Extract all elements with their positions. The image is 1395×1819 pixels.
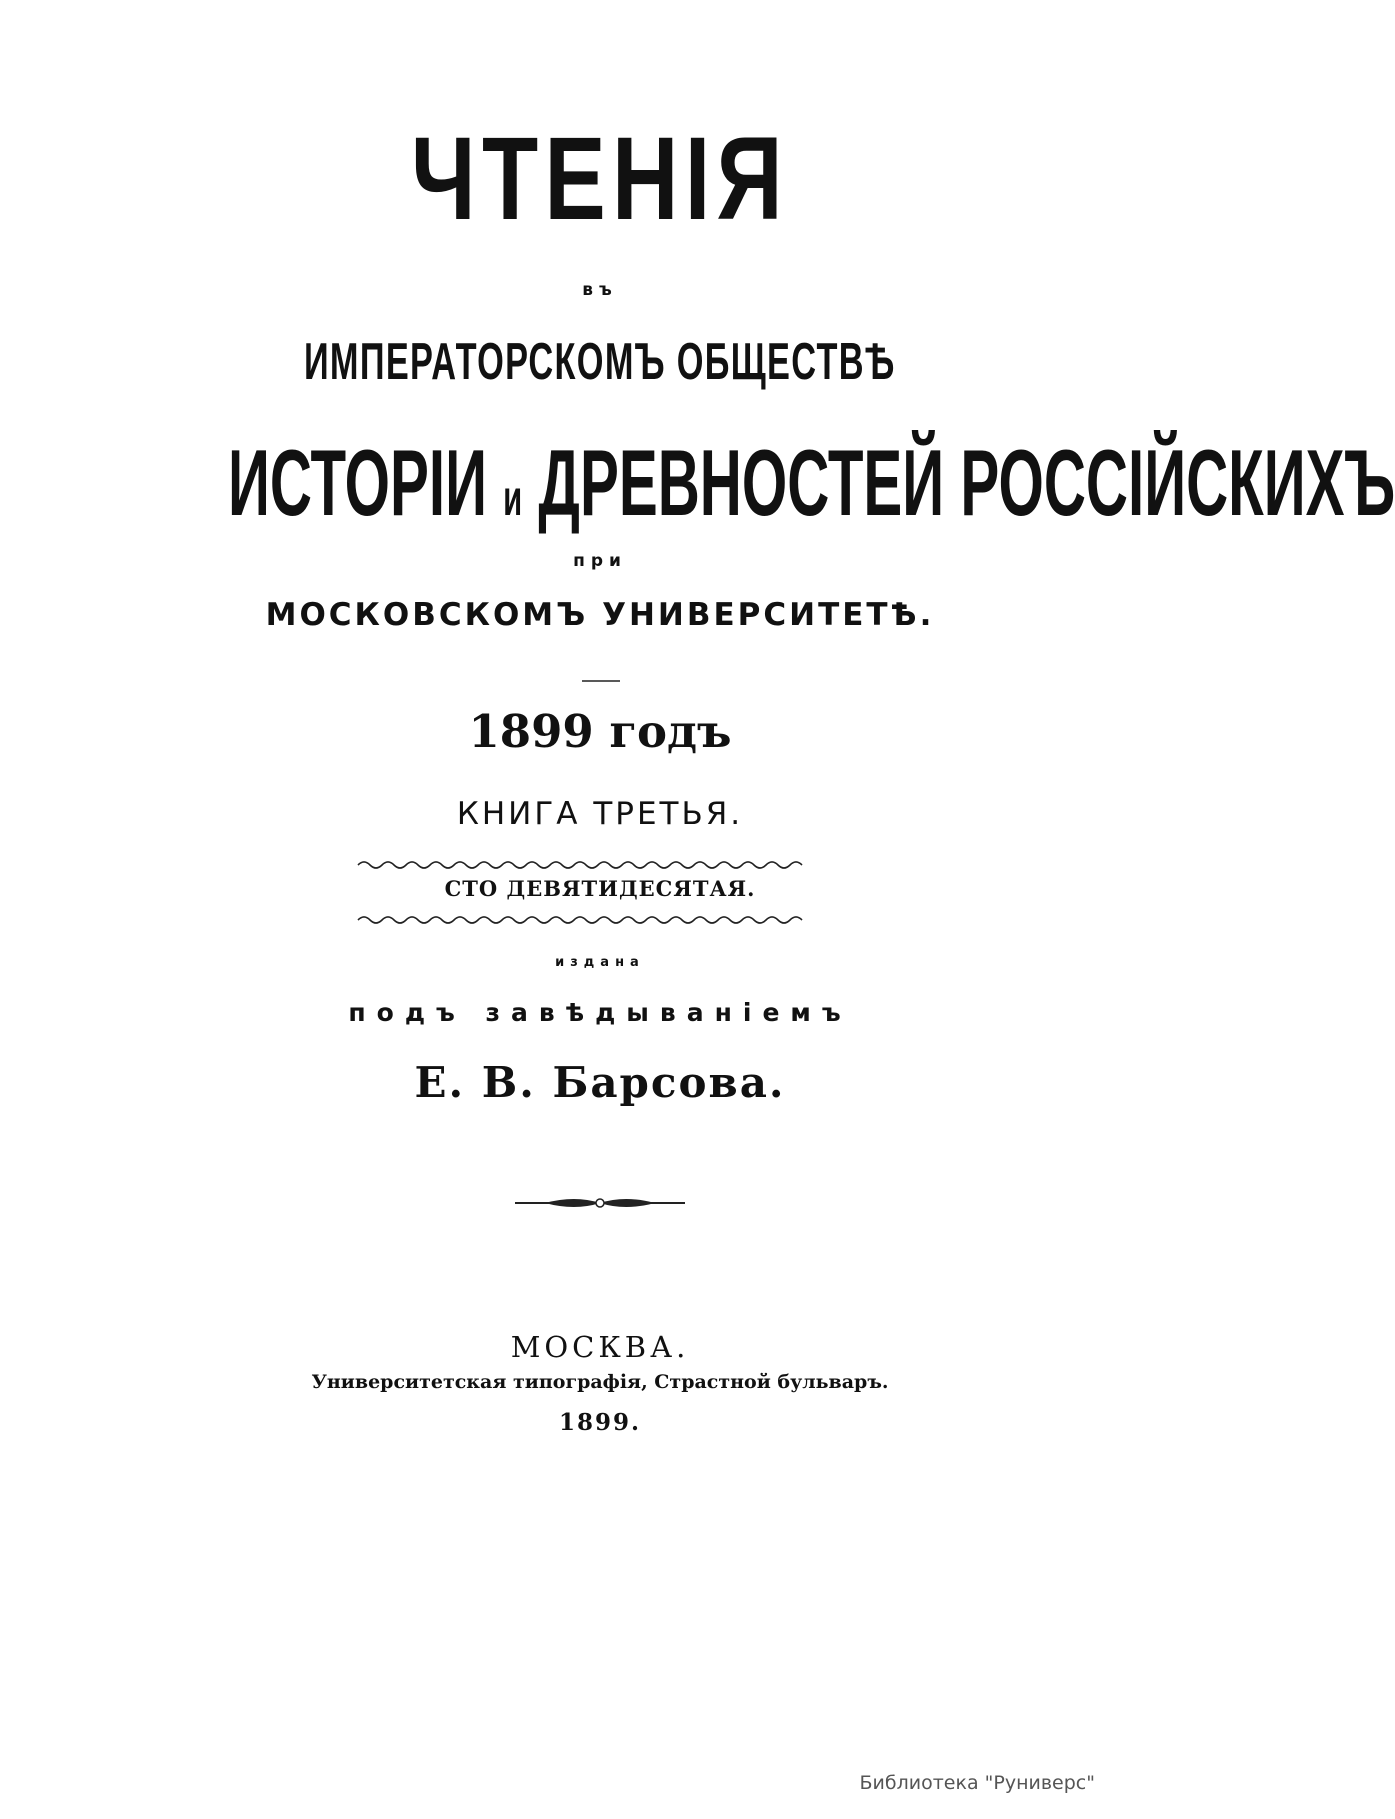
ornamental-rule	[0, 1193, 1200, 1213]
antiquities-words: ДРЕВНОСТЕЙ РОССІЙСКИХЪ	[538, 430, 1395, 535]
library-watermark: Библиотека "Руниверс"	[859, 1772, 1095, 1794]
editorship-label: подъ завѣдываніемъ	[348, 998, 852, 1027]
subtitle-preposition-pri: при	[573, 551, 627, 571]
university-name: МОСКОВСКОМЪ УНИВЕРСИТЕТѢ.	[265, 597, 935, 633]
history-conjunction: и	[503, 470, 523, 526]
main-title: ЧТЕНІЯ	[411, 113, 789, 245]
society-name: ИМПЕРАТОРСКОМЪ ОБЩЕСТВѢ	[303, 333, 897, 391]
book-number: КНИГА ТРЕТЬЯ.	[456, 796, 744, 832]
subtitle-preposition-v: въ	[582, 280, 618, 300]
wavy-rule-bottom	[0, 913, 1200, 927]
publication-year: 1899.	[558, 1409, 642, 1436]
wavy-rule-top	[0, 858, 1200, 872]
published-label: издана	[555, 955, 645, 970]
short-rule-divider	[0, 676, 1200, 686]
history-word: ИСТОРІИ	[228, 430, 487, 535]
year-heading: 1899 годъ	[468, 705, 732, 758]
volume-number: СТО ДЕВЯТИДЕСЯТАЯ.	[444, 876, 756, 901]
printing-house: Университетская типографія, Страстной бульваръ.	[311, 1371, 889, 1393]
society-subject	[228, 430, 1395, 535]
publication-city: МОСКВА.	[510, 1330, 690, 1364]
editor-name: Е. В. Барсова.	[414, 1058, 786, 1107]
